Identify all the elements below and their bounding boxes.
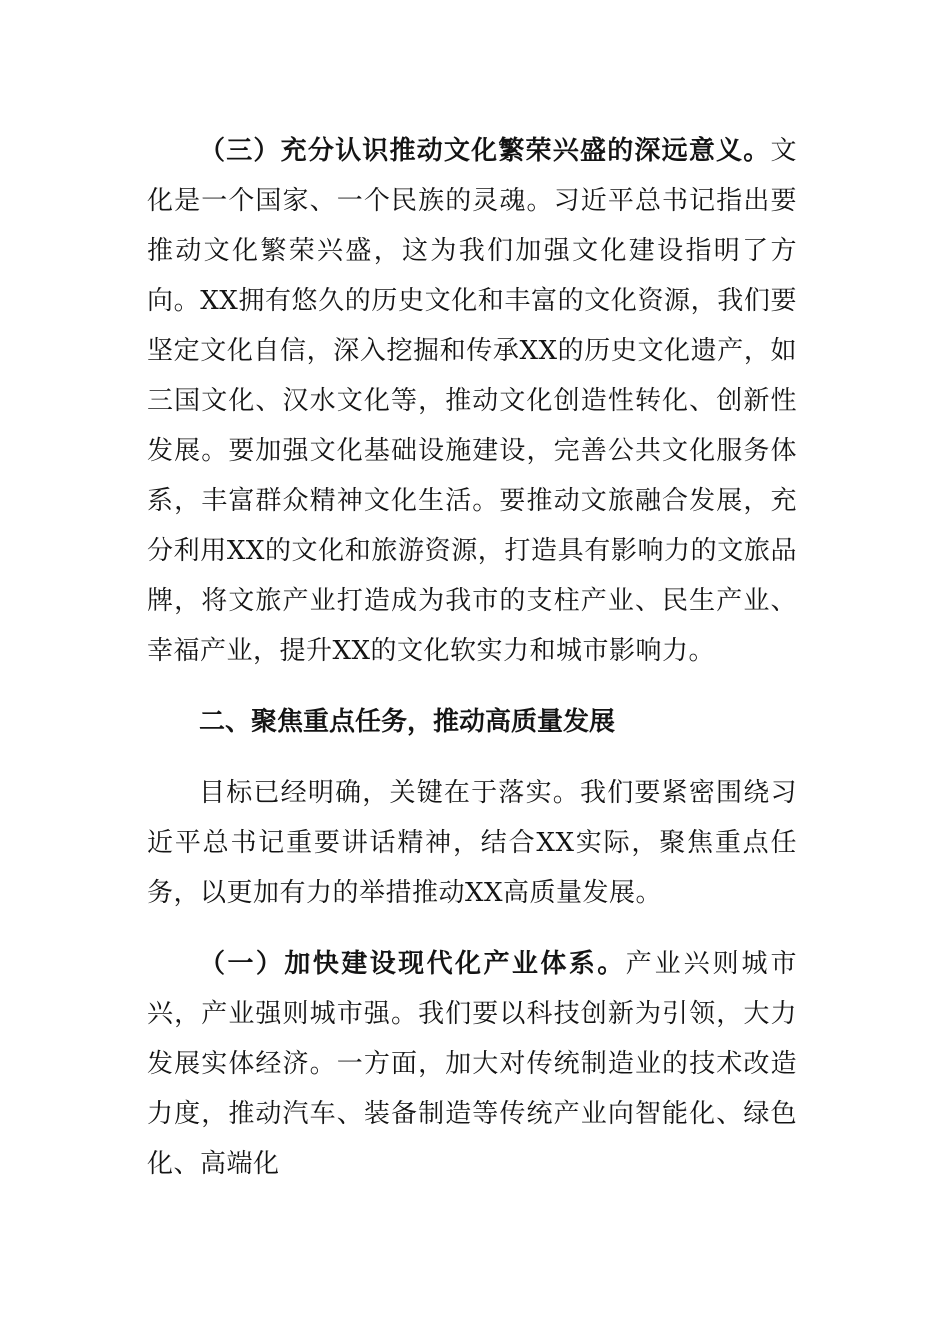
paragraph-culture-text: 文化是一个国家、一个民族的灵魂。习近平总书记指出要推动文化繁荣兴盛，这为我们加强文化建设指明了方向。XX拥有悠久的历史文化和丰富的文化资源，我们要坚定文化自信，深入挖掘和传承XX的历史文化遗产，如三国文化、汉水文化等，推动文化创造性转化、创新性发展。要加强文化基础设施建设，完善公共文化服务体系，丰富群众精神文化生活。要推动文旅融合发展，充分利用XX的文化和旅游资源，打造具有影响力的文旅品牌，将文旅产业打造成为我市的支柱产业、民生产业、幸福产业，提升XX的文化软实力和城市影响力。 bbox=[147, 136, 797, 666]
paragraph-culture-lead: （三）充分认识推动文化繁荣兴盛的深远意义。 bbox=[199, 136, 771, 166]
paragraph-industry-lead: （一）加快建设现代化产业体系。 bbox=[199, 949, 626, 979]
section-heading-two: 二、聚焦重点任务，推动高质量发展 bbox=[199, 707, 616, 737]
paragraph-industry bbox=[147, 939, 797, 1189]
paragraph-intro-tasks: 目标已经明确，关键在于落实。我们要紧密围绕习近平总书记重要讲话精神，结合XX实际，聚焦重点任务，以更加有力的举措推动XX高质量发展。 bbox=[147, 778, 797, 908]
document-body bbox=[147, 126, 797, 1189]
paragraph-culture bbox=[147, 126, 797, 676]
paragraph-industry-text: 产业兴则城市兴，产业强则城市强。我们要以科技创新为引领，大力发展实体经济。一方面，加大对传统制造业的技术改造力度，推动汽车、装备制造等传统产业向智能化、绿色化、高端化 bbox=[147, 949, 797, 1179]
